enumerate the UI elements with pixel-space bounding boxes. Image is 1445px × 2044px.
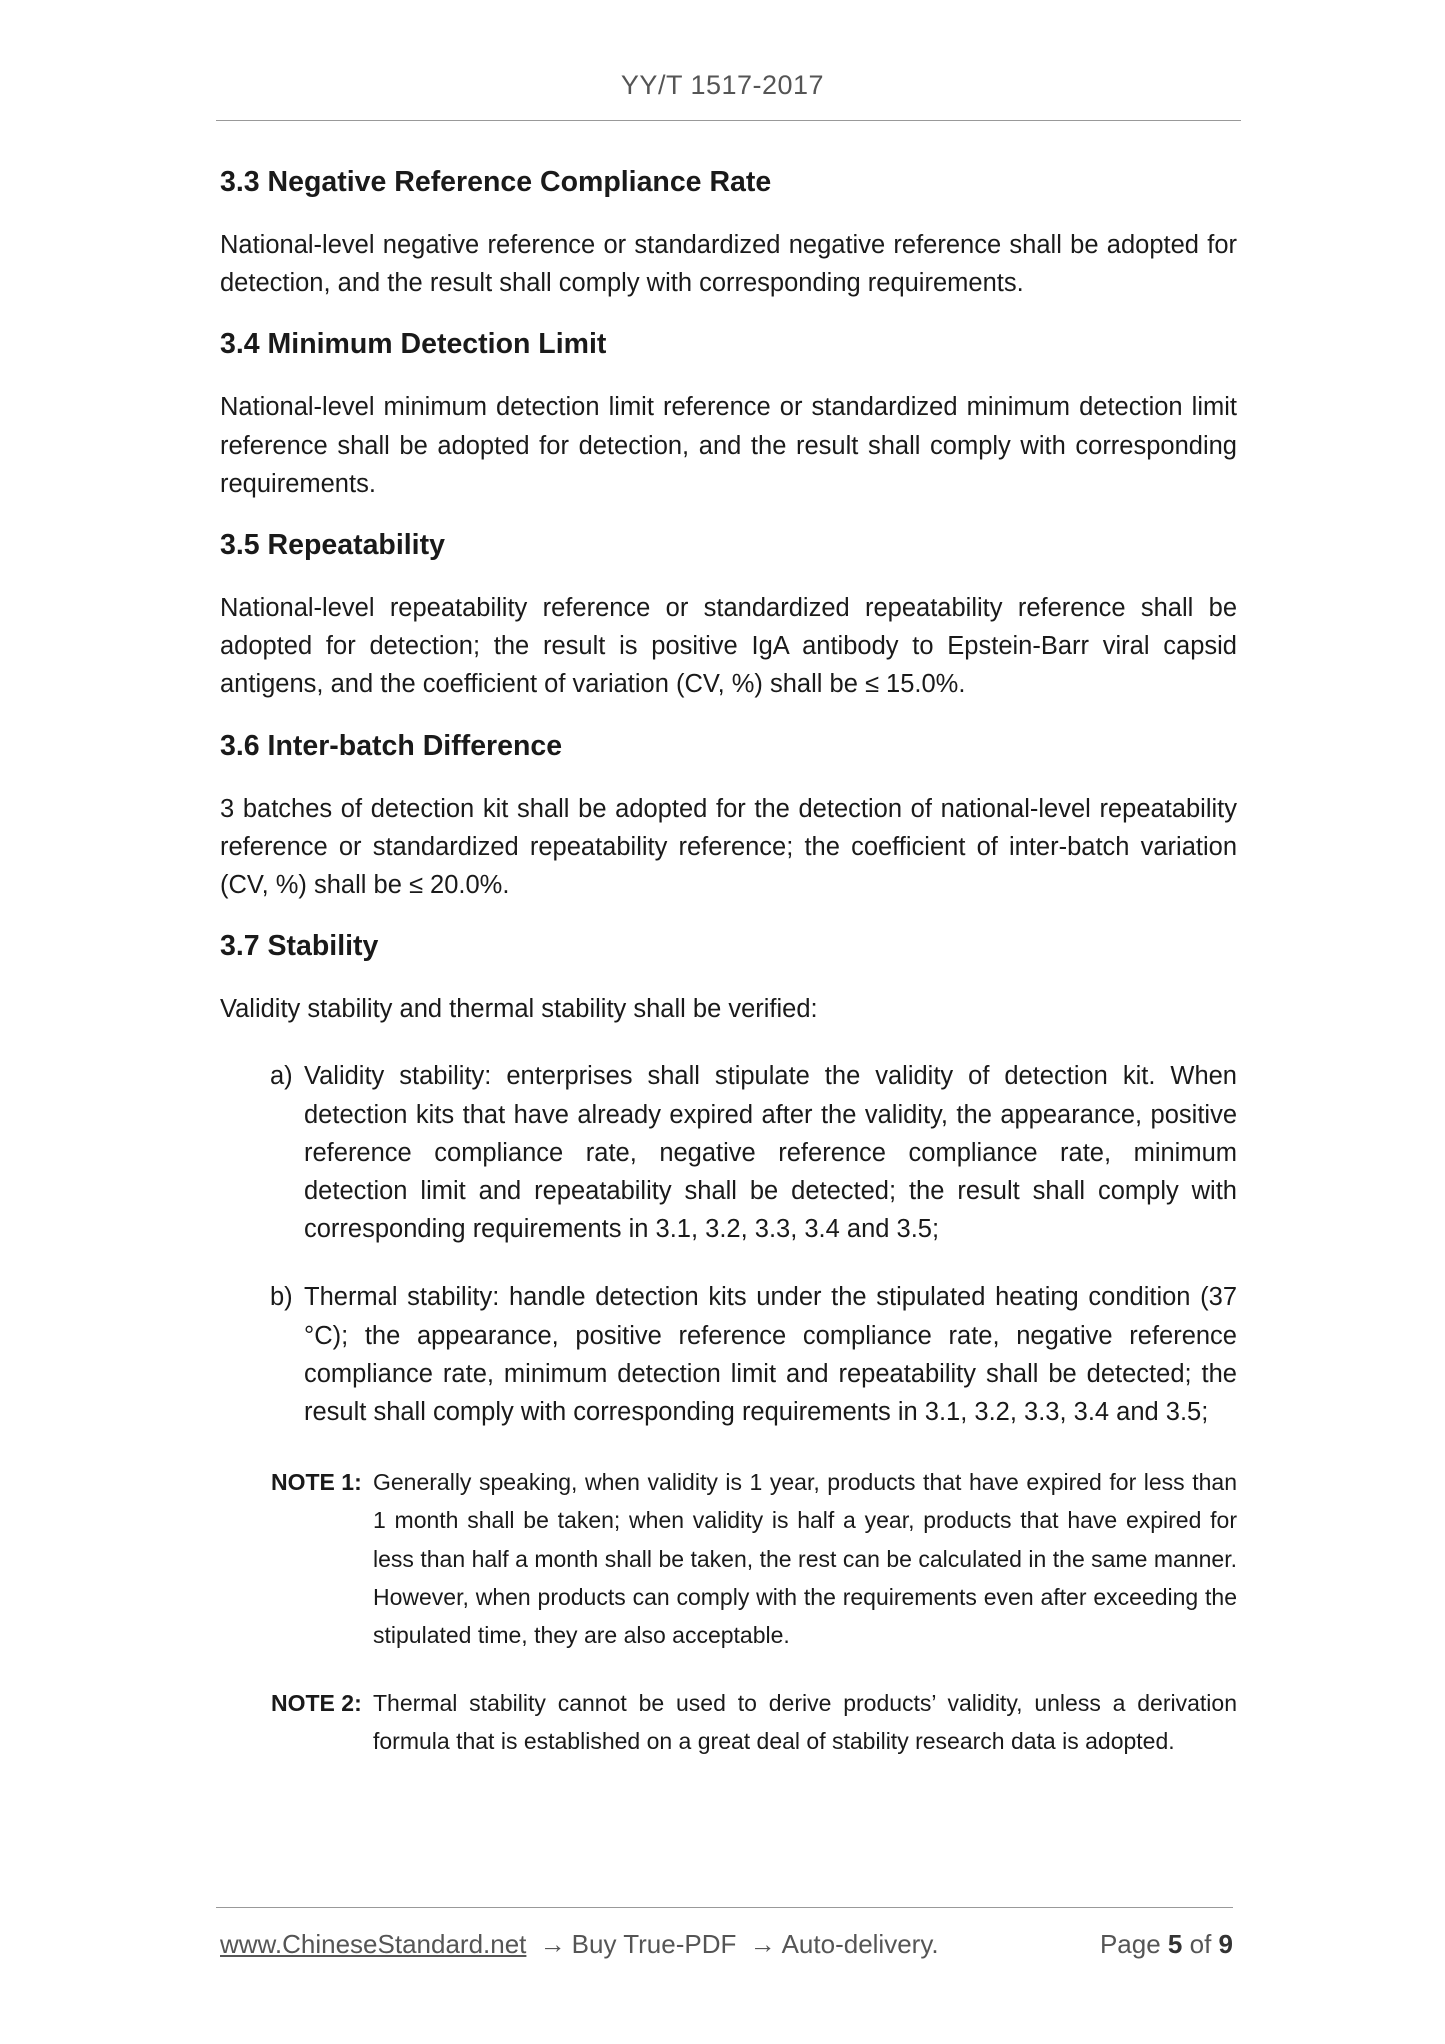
section-3-6 bbox=[220, 726, 1237, 905]
list-item bbox=[270, 1057, 1237, 1248]
website-link[interactable]: www.ChineseStandard.net bbox=[220, 1929, 527, 1959]
list-item-text: Validity stability: enterprises shall stipulate the validity of detection kit. When detection kits that have already expired after the validity, the appearance, positive reference compliance rate, negative reference compliance rate, minimum detection limit and repeatability shall be detected; the result shall comply with corresponding requirements in 3.1, 3.2, 3.3, 3.4 and 3.5; bbox=[304, 1062, 1237, 1244]
section-heading: 3.7 Stability bbox=[220, 930, 379, 963]
section-heading: 3.5 Repeatability bbox=[220, 529, 445, 562]
footer-promo bbox=[220, 1925, 939, 1963]
arrow-right-icon: → bbox=[539, 1929, 566, 1959]
list-item-text: Thermal stability: handle detection kits under the stipulated heating condition (37 °C); the appearance, positive reference compliance rate, negative reference compliance rate, minimum detection limit and repeatability shall be detected; the result shall comply with corresponding requirements in 3.1, 3.2, 3.3, 3.4 and 3.5; bbox=[304, 1283, 1237, 1427]
note-label: NOTE 2: bbox=[271, 1690, 362, 1717]
section-3-3 bbox=[220, 162, 1237, 302]
notes-block bbox=[220, 1463, 1237, 1760]
section-heading: 3.6 Inter-batch Difference bbox=[220, 729, 563, 762]
note bbox=[271, 1463, 1237, 1654]
page-footer bbox=[220, 1925, 1233, 1963]
section-paragraph: Validity stability and thermal stability shall be verified: bbox=[220, 995, 818, 1024]
stability-list bbox=[220, 1057, 1237, 1431]
section-paragraph: National-level repeatability reference or standardized repeatability reference shall be adopted for detection; the result is positive IgA antibody to Epstein-Barr viral capsid antigens, and the coefficient of variation (CV, %) shall be ≤ 15.0%. bbox=[220, 594, 1237, 699]
section-paragraph: 3 batches of detection kit shall be adopted for the detection of national-level repeatability reference or standardized repeatability reference; the coefficient of inter-batch variation (CV, %) shall be ≤ 20.0%. bbox=[220, 794, 1237, 900]
section-paragraph: National-level negative reference or standardized negative reference shall be adopted for detection, and the result shall comply with corresponding requirements. bbox=[220, 231, 1237, 298]
header-divider bbox=[216, 120, 1241, 121]
page-word: Page bbox=[1099, 1929, 1161, 1959]
section-3-7 bbox=[220, 926, 1237, 1760]
standard-number-header: YY/T 1517-2017 bbox=[620, 70, 825, 100]
total-pages: 9 bbox=[1218, 1929, 1233, 1959]
note-text: Thermal stability cannot be used to derive products’ validity, unless a derivation formula that is established on a great deal of stability research data is adopted. bbox=[373, 1690, 1237, 1755]
note-text: Generally speaking, when validity is 1 year, products that have expired for less than 1 month shall be taken; when validity is half a year, products that have expired for less than half a month shall be taken, the rest can be calculated in the same manner. However, when products can comply with the requirements even after exceeding the stipulated time, they are also acceptable. bbox=[373, 1469, 1237, 1649]
list-marker: a) bbox=[270, 1062, 293, 1091]
note-label: NOTE 1: bbox=[271, 1469, 362, 1496]
list-item bbox=[270, 1278, 1237, 1431]
list-marker: b) bbox=[270, 1283, 293, 1312]
note bbox=[271, 1684, 1237, 1760]
section-3-4 bbox=[220, 324, 1237, 503]
footer-divider bbox=[216, 1907, 1233, 1908]
section-heading: 3.3 Negative Reference Compliance Rate bbox=[220, 166, 772, 198]
buy-pdf-text: Buy True-PDF bbox=[571, 1929, 737, 1959]
current-page: 5 bbox=[1167, 1929, 1183, 1959]
section-heading: 3.4 Minimum Detection Limit bbox=[220, 328, 607, 361]
page-number bbox=[1100, 1925, 1233, 1963]
section-3-5 bbox=[220, 525, 1237, 704]
of-word: of bbox=[1189, 1929, 1212, 1959]
auto-delivery-text: Auto-delivery. bbox=[781, 1929, 939, 1959]
section-paragraph: National-level minimum detection limit reference or standardized minimum detection limit reference shall be adopted for detection, and the result shall comply with corresponding requirements. bbox=[220, 393, 1237, 498]
arrow-right-icon: → bbox=[749, 1929, 776, 1959]
page-content bbox=[220, 162, 1237, 1761]
